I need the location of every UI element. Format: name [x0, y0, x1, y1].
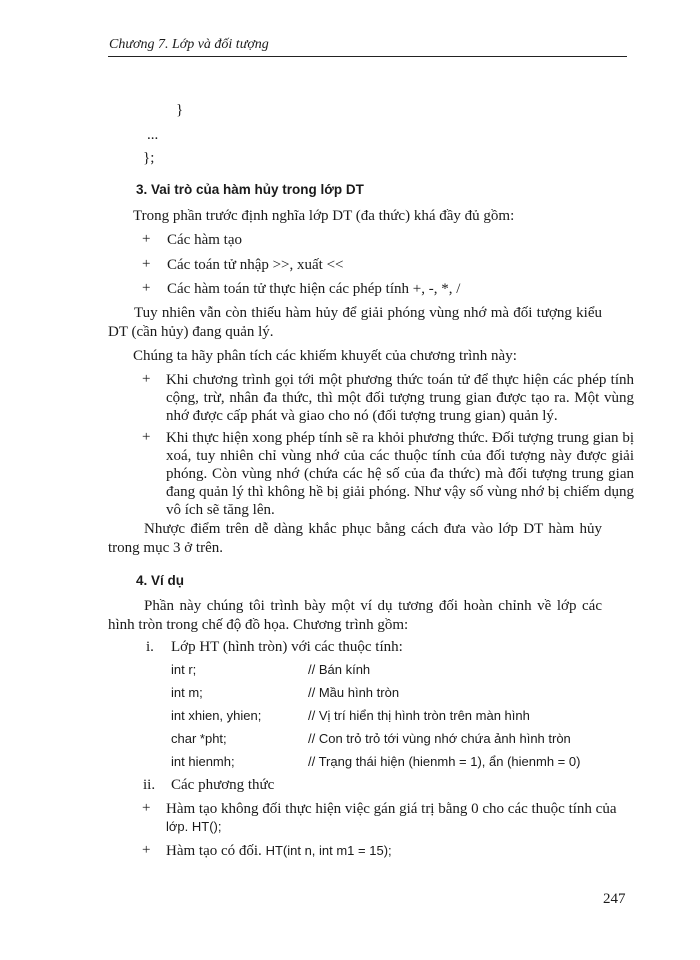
section-3-paragraph: Tuy nhiên vẫn còn thiếu hàm hủy để giải phóng vùng nhớ mà đối tượng kiểu DT (cần hủy) đang quản lý.: [108, 305, 602, 340]
header-rule: [108, 56, 627, 57]
attribute-comment: // Trạng thái hiện (hienmh = 1), ẩn (hienmh = 0): [308, 754, 581, 769]
attribute-decl: char *pht;: [171, 731, 227, 746]
bullet-marker: +: [142, 280, 151, 296]
page-number: 247: [603, 891, 626, 907]
attribute-decl: int r;: [171, 662, 197, 677]
bullet-marker: +: [142, 256, 151, 272]
section-3-analysis-intro: Chúng ta hãy phân tích các khiếm khuyết của chương trình này:: [133, 348, 517, 364]
bullet-marker: +: [142, 842, 151, 858]
method-item: [166, 800, 634, 836]
attribute-comment: // Con trỏ trỏ tới vùng nhớ chứa ảnh hình tròn: [308, 731, 571, 746]
list-label-ii: ii.: [143, 777, 156, 793]
attribute-decl: int xhien, yhien;: [171, 708, 262, 723]
attribute-decl: int m;: [171, 685, 203, 700]
section-4-heading: 4. Ví dụ: [136, 573, 185, 588]
section-3-intro: Trong phần trước định nghĩa lớp DT (đa thức) khá đầy đủ gồm:: [133, 208, 515, 224]
method-item: [166, 842, 392, 860]
code-class-end: };: [143, 150, 155, 166]
bullet-marker: +: [142, 371, 151, 387]
method-signature: lớp. HT();: [166, 819, 222, 834]
list-item: Các hàm toán tử thực hiện các phép tính +, -, *, /: [167, 281, 461, 297]
list-item: Các toán tử nhập >>, xuất <<: [167, 257, 344, 273]
section-4-intro: Phần này chúng tôi trình bày một ví dụ tương đối hoàn chỉnh về lớp các hình tròn trong chế độ đồ họa. Chương trình gồm:: [108, 598, 602, 633]
method-signature: HT(int n, int m1 = 15);: [265, 843, 392, 858]
attribute-comment: // Bán kính: [308, 662, 371, 677]
attribute-decl: int hienmh;: [171, 754, 235, 769]
list-item-methods: Các phương thức: [171, 777, 275, 793]
list-item-class: Lớp HT (hình tròn) với các thuộc tính:: [171, 639, 403, 655]
code-close-brace: }: [176, 102, 184, 118]
bullet-marker: +: [142, 429, 151, 445]
bullet-marker: +: [142, 800, 151, 816]
defect-item: Khi thực hiện xong phép tính sẽ ra khỏi phương thức. Đối tượng trung gian bị xoá, tuy nhiên chỉ vùng nhớ của các thuộc tính của đối tượng này được giải phóng. Còn vùng nhớ (chứa các hệ số của đa thức) mà đối tượng trung gian đang quản lý thì không hề bị giải phóng. Như vậy số vùng nhớ bị chiếm dụng vô ích sẽ tăng lên.: [166, 430, 634, 518]
attribute-comment: // Vị trí hiển thị hình tròn trên màn hình: [308, 708, 530, 723]
bullet-marker: +: [142, 231, 151, 247]
code-ellipsis: ...: [147, 127, 159, 143]
section-3-conclusion: Nhược điểm trên dễ dàng khắc phục bằng cách đưa vào lớp DT hàm hủy trong mục 3 ở trên.: [108, 521, 602, 556]
attribute-comment: // Mầu hình tròn: [308, 685, 400, 700]
method-description: Hàm tạo không đối thực hiện việc gán giá trị bằng 0 cho các thuộc tính của: [166, 801, 617, 817]
defect-item: Khi chương trình gọi tới một phương thức toán tử để thực hiện các phép tính cộng, trừ, nhân đa thức, thì một đối tượng trung gian được tạo ra. Một vùng nhớ được cấp phát và giao cho nó (đối tượng trung gian) quản lý.: [166, 372, 634, 424]
list-label-i: i.: [146, 639, 154, 655]
section-3-heading: 3. Vai trò của hàm hủy trong lớp DT: [136, 182, 364, 197]
running-header: Chương 7. Lớp và đối tượng: [109, 37, 269, 52]
method-description: Hàm tạo có đối.: [166, 843, 262, 859]
list-item: Các hàm tạo: [167, 232, 242, 248]
